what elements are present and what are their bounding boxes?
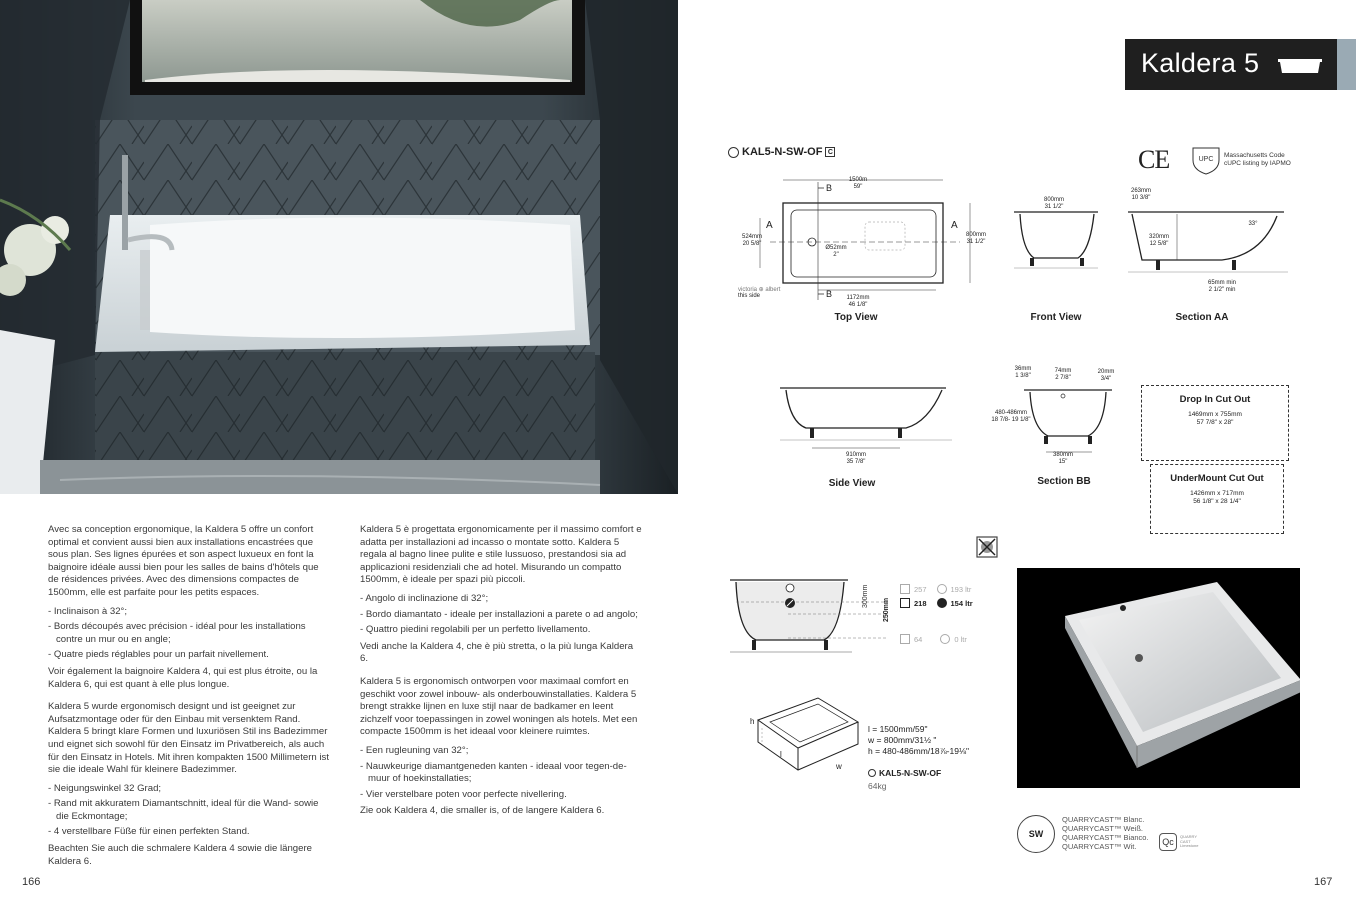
nl-bullet: - Nauwkeurige diamantgeneden kanten - ideaal voor tegen-de-muur of hoekinstallaties;: [360, 761, 642, 786]
spec-weight: 64kg: [868, 781, 887, 791]
dim-text: 35 7/8": [846, 459, 866, 465]
dim-text: 59": [853, 184, 863, 190]
drop-icon: [940, 634, 950, 644]
dim-bb-b: [1050, 368, 1076, 382]
upc-shield-icon: [1190, 146, 1222, 176]
dim-text: 31 1/2": [1044, 204, 1064, 210]
nl-bullets: [360, 745, 642, 801]
marker-b-top: B: [826, 183, 833, 193]
dim-bb-c: [1094, 369, 1118, 383]
de-bullet: - 4 verstellbare Füße für einen perfekten Stand.: [48, 826, 330, 839]
side-view-drawing: [776, 378, 956, 450]
spec-length: l = 1500mm/59": [868, 724, 928, 734]
brand-note-text: albert: [765, 287, 781, 293]
product-render: [1017, 568, 1300, 788]
marker-b-bottom: B: [826, 289, 833, 299]
cap-value: 0 ltr: [954, 634, 967, 644]
drop-in-dims: [1142, 411, 1288, 427]
it-bullet: - Bordo diamantato - ideale per installazioni a parete o ad angolo;: [360, 609, 642, 622]
dim-front-width: [1036, 197, 1072, 211]
drop-icon: [937, 598, 947, 608]
nl-bullet: - Een rugleuning van 32°;: [360, 745, 642, 758]
option-circle-icon: [868, 769, 876, 777]
fr-outro: Voir également la baignoire Kaldera 4, qui est plus étroite, ou la Kaldera 6, qui est quant à elle plus longue.: [48, 665, 318, 690]
dim-text: 1 3/8": [1015, 373, 1031, 379]
material-badge: SW: [1017, 815, 1055, 853]
de-bullets: [48, 783, 330, 839]
drop-in-title: Drop In Cut Out: [1179, 394, 1251, 405]
dim-top-overall: [960, 232, 992, 246]
dim-text: 15": [1058, 459, 1068, 465]
cap-value: 193 ltr: [950, 584, 972, 594]
product-photo: [1017, 568, 1300, 788]
tub-icon: [900, 584, 910, 594]
label-top-view: Top View: [834, 312, 878, 323]
drop-in-cutout-box: [1141, 385, 1289, 461]
ce-mark: CE: [1138, 145, 1170, 174]
fr-intro: Avec sa conception ergonomique, la Kaldera 5 offre un confort optimal et convient aussi bien aux installations encastrées que sous plan. Ses lignes épurées et son aspect luxueux en font la baignoire idéale aussi bien pour les salles de bains d'hôtels que de résidences privées. Avec des dimensions compactes de 1500mm, elle est parfaite pour les petits espaces.: [48, 524, 319, 598]
bathroom-photo: [0, 0, 678, 494]
undermount-title: UnderMount Cut Out: [1170, 473, 1264, 484]
upc-badge-text: UPC: [1198, 156, 1214, 163]
material-line: QUARRYCAST™ Weiß.: [1062, 824, 1143, 833]
dim-aa-angle: 33°: [1248, 221, 1258, 227]
cap-row-2: [900, 598, 973, 608]
dim-text: 800mm: [965, 232, 986, 238]
axis-l-label: l: [780, 750, 782, 759]
upc-listing: [1224, 152, 1291, 168]
page-number-left: 166: [22, 876, 41, 888]
spec-code: KAL5-N-SW-OF: [879, 768, 942, 778]
fr-bullet: - Inclinaison à 32°;: [48, 606, 330, 619]
dim-top-width: [736, 234, 768, 248]
spec-height: h = 480-486mm/18⅞-19⅛": [868, 746, 970, 756]
undermount-cutout-box: [1150, 464, 1284, 534]
title-bar: [1125, 39, 1337, 90]
label-side-view: Side View: [828, 478, 876, 489]
dim-text: 263mm: [1130, 188, 1151, 194]
it-intro: Kaldera 5 è progettata ergonomicamente per il massimo comfort e adatta per installazioni ad incasso o montate sotto. Kaldera 5 regala al bagno linee pulite e stile lussuoso, prestandosi sia ad applicazioni residenziali che ad hotel. Misurando un compatto 1500mm, è ideale per spazi più piccoli.: [360, 524, 642, 586]
drop-in-mm: 1469mm x 755mm: [1188, 411, 1242, 418]
dim-text: 2 7/8": [1055, 375, 1071, 381]
dim-text: 20mm: [1097, 369, 1115, 375]
axis-h-label: h: [750, 717, 755, 726]
fr-bullet: - Bords découpés avec précision - idéal pour les installations contre un mur ou en angle;: [48, 621, 330, 646]
dim-text: 380mm: [1052, 452, 1073, 458]
undermount-inch: 56 1/8" x 28 1/4": [1193, 498, 1241, 505]
dim-text: 2": [833, 252, 839, 258]
text-column-fr-de: [48, 524, 330, 874]
it-bullets: [360, 593, 642, 637]
dim-text: 10 3/8": [1131, 195, 1151, 201]
dim-text: 480-486mm: [994, 410, 1027, 416]
spec-width: w = 800mm/31½ ": [868, 735, 937, 745]
product-code-header: [728, 146, 835, 158]
qc-note-line: QUARRY: [1180, 834, 1198, 839]
label-section-aa: Section AA: [1175, 312, 1229, 323]
page-title: Kaldera 5: [1141, 48, 1260, 78]
dim-text: 20 5/8": [742, 241, 762, 247]
fr-bullet: - Quatre pieds réglables pour un parfait nivellement.: [48, 649, 330, 662]
qc-badge: Qc: [1159, 833, 1177, 851]
spec-code-row: [868, 768, 941, 778]
nl-bullet: - Vier verstelbare poten voor perfecte nivellering.: [360, 789, 642, 802]
fr-bullets: [48, 606, 330, 662]
it-bullet: - Quattro piedini regolabili per un perfetto livellamento.: [360, 624, 642, 637]
dim-text: 31 1/2": [966, 239, 986, 245]
axis-w-label: w: [836, 762, 842, 771]
upc-line: cUPC listing by IAPMO: [1224, 160, 1291, 167]
material-line: QUARRYCAST™ Bianco.: [1062, 833, 1149, 842]
cap-value: 257: [914, 584, 927, 594]
cap-value: 154 ltr: [950, 598, 973, 608]
dim-text: 46 1/8": [848, 302, 868, 308]
it-bullet: - Angolo di inclinazione di 32°;: [360, 593, 642, 606]
drop-icon: [937, 584, 947, 594]
dim-aa-top: [1126, 188, 1156, 202]
label-front-view: Front View: [1030, 312, 1082, 323]
de-outro: Beachten Sie auch die schmalere Kaldera 4 sowie die längere Kaldera 6.: [48, 843, 312, 867]
qc-note: [1180, 835, 1198, 849]
bathroom-illustration: [0, 0, 678, 494]
dim-text: 36mm: [1014, 366, 1032, 372]
undermount-dims: [1151, 490, 1283, 506]
title-accent: [1337, 39, 1356, 90]
material-list: [1062, 815, 1149, 851]
spec-list: [868, 724, 969, 757]
qc-note-line: CAST: [1180, 838, 1191, 844]
dim-top-length: [838, 177, 878, 191]
text-column-it-nl: [360, 524, 642, 824]
isometric-tub-drawing: [748, 692, 864, 774]
cap-depth: 300mm: [862, 584, 869, 608]
it-outro: Vedi anche la Kaldera 4, che è più stretta, o la più lunga Kaldera 6.: [360, 640, 634, 665]
dim-text: 800mm: [1043, 197, 1064, 203]
qc-note-line: Limestone: [1180, 843, 1199, 849]
de-bullet: - Neigungswinkel 32 Grad;: [48, 783, 330, 796]
marker-a-left: A: [766, 220, 773, 231]
tub-icon: [900, 634, 910, 644]
dim-aa-height: [1144, 234, 1174, 248]
dim-bb-a: [1010, 366, 1036, 380]
dim-text: 1172mm: [846, 295, 870, 301]
drop-in-inch: 57 7/8" x 28": [1196, 419, 1234, 426]
dim-bb-base: [1050, 452, 1076, 466]
label-section-bb: Section BB: [1037, 476, 1091, 487]
dim-text: 524mm: [741, 234, 762, 240]
option-circle-icon: [728, 147, 739, 158]
dim-text: 65mm min: [1207, 280, 1236, 286]
brand-note: victoria ⊕ albert this side: [738, 287, 781, 299]
nl-outro: Zie ook Kaldera 4, die smaller is, of de langere Kaldera 6.: [360, 805, 605, 817]
dim-inner: [838, 295, 878, 309]
top-view-drawing: [740, 172, 990, 304]
dim-text: 910mm: [845, 452, 866, 458]
cap-row-1: [900, 584, 971, 594]
cap-row-3: [900, 634, 967, 644]
brand-note-text: this side: [738, 293, 761, 299]
undermount-mm: 1426mm x 717mm: [1190, 490, 1244, 497]
dim-text: 3/4": [1100, 376, 1112, 382]
cap-value: 64: [914, 634, 923, 644]
nl-intro: Kaldera 5 is ergonomisch ontworpen voor maximaal comfort en geschikt voor zowel inbouw- als onderbouwinstallaties. Kaldera 5 brengt strakke lijnen en luxe stijl naar de badkamer en leent zichzelf voor toepassingen in zowel woningen als hotels. Met een compacte 1500mm is het ideaal voor kleinere ruimtes.: [360, 675, 638, 738]
dim-aa-feet: [1204, 280, 1240, 294]
dim-bb-h: [986, 410, 1036, 424]
tub-icon: [900, 598, 910, 608]
de-bullet: - Rand mit akkuratem Diamantschnitt, ideal für die Wand- sowie die Eckmontage;: [48, 798, 330, 823]
bathtub-icon: [1277, 58, 1323, 76]
material-line: QUARRYCAST™ Wit.: [1062, 842, 1137, 851]
no-overflow-icon: [976, 536, 998, 558]
dim-text: 2 1/2" min: [1208, 287, 1236, 293]
cap-value: 218: [914, 598, 927, 608]
dim-text: 320mm: [1148, 234, 1169, 240]
dim-text: 12 5/8": [1149, 241, 1169, 247]
c-mark-icon: C: [825, 147, 835, 157]
page-number-right: 167: [1314, 876, 1333, 888]
material-line: QUARRYCAST™ Blanc.: [1062, 815, 1145, 824]
product-code: KAL5-N-SW-OF: [742, 146, 823, 158]
de-intro: Kaldera 5 wurde ergonomisch designt und ist geeignet zur Aufsatzmontage oder für den Einbau mit versenktem Rand. Kaldera 5 bringt klare Formen und luxuriösen Stil ins Badezimmer und eignet sich sowohl für den Einsatz im Privatbereich, als auch für den Einsatz in Hotels. Mit ihren kompakten 1500 Millimetern ist sie die ideale Wahl für kleinere Badezimmer.: [48, 701, 330, 776]
dim-text: 1500m: [848, 177, 868, 183]
dim-text: 74mm: [1054, 368, 1072, 374]
dim-side-base: [838, 452, 874, 466]
cap-water: 250mm: [883, 597, 890, 622]
marker-a-right: A: [951, 220, 958, 231]
dim-drain: [820, 245, 852, 259]
capacity-drawing: [728, 572, 898, 662]
brand-note-text: victoria: [738, 287, 758, 293]
dim-text: Ø52mm: [825, 245, 847, 251]
dim-text: 18 7/8- 19 1/8": [991, 417, 1031, 423]
upc-line: Massachusetts Code: [1224, 152, 1285, 159]
